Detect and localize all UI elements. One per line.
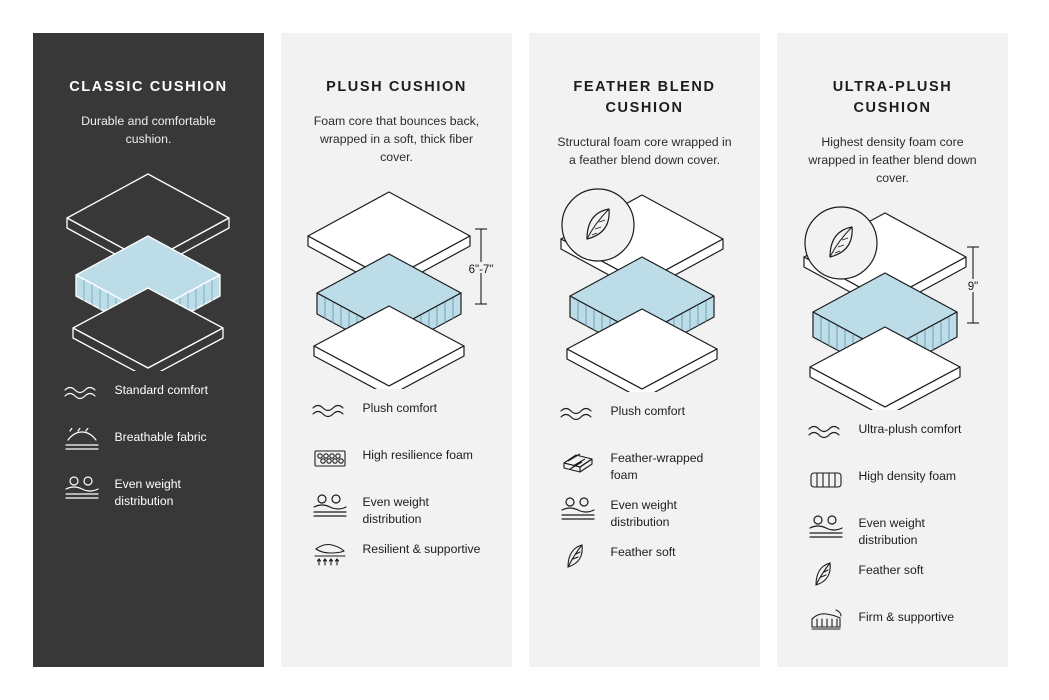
waves-icon	[309, 397, 351, 427]
feature-label: Feather soft	[610, 545, 676, 559]
feature-item	[805, 604, 981, 651]
feature-label: Even weight distribution	[858, 516, 925, 547]
wrapped-foam-icon	[557, 447, 599, 477]
feature-list-classic	[61, 377, 237, 518]
even-weight-icon	[805, 512, 847, 542]
feature-item	[557, 539, 733, 586]
card-plush-cushion[interactable]	[281, 33, 512, 667]
feature-label: Plush comfort	[362, 401, 438, 415]
feature-item	[309, 442, 485, 489]
feature-list-feather-blend	[557, 398, 733, 586]
cushion-diagram-classic	[33, 156, 264, 371]
feature-item	[557, 492, 733, 539]
feature-label: Even weight distribution	[610, 498, 677, 529]
firm-support-icon	[805, 606, 847, 636]
card-title: PLUSH CUSHION	[326, 79, 467, 95]
card-title: ULTRA-PLUSH CUSHION	[832, 79, 953, 116]
honeycomb-foam-icon	[309, 444, 351, 474]
cushion-diagram-ultra-plush	[777, 195, 1008, 410]
even-weight-icon	[309, 491, 351, 521]
even-weight-icon	[61, 473, 103, 503]
feature-label: Ultra-plush comfort	[858, 422, 962, 436]
feather-icon	[557, 541, 599, 571]
feature-item	[309, 489, 485, 536]
feature-item	[61, 424, 237, 471]
feather-icon	[805, 559, 847, 589]
feature-list-plush	[309, 395, 485, 583]
cushion-diagram-feather-blend	[529, 177, 760, 392]
feature-item	[805, 557, 981, 604]
dimension-label: 6"-7"	[468, 264, 494, 277]
feature-label: High density foam	[858, 469, 957, 483]
feature-item	[805, 416, 981, 463]
feature-label: Breathable fabric	[114, 430, 207, 444]
feature-label: Standard comfort	[114, 383, 208, 397]
feature-item	[309, 395, 485, 442]
card-title: CLASSIC CUSHION	[69, 79, 228, 95]
card-classic-cushion[interactable]	[33, 33, 264, 667]
feature-label: Even weight distribution	[114, 477, 181, 508]
card-title: FEATHER BLEND CUSHION	[573, 79, 716, 116]
feature-label: Feather-wrapped foam	[610, 451, 704, 482]
feature-item	[61, 377, 237, 424]
feature-label: High resilience foam	[362, 448, 473, 462]
card-description: Highest density foam core wrapped in feather blend down cover.	[808, 135, 977, 185]
feature-label: Feather soft	[858, 563, 924, 577]
dimension-label: 9"	[967, 281, 979, 294]
waves-icon	[805, 418, 847, 448]
feature-label: Resilient & supportive	[362, 542, 481, 556]
support-hand-icon	[309, 538, 351, 568]
density-foam-icon	[805, 465, 847, 495]
feature-item	[805, 463, 981, 510]
feature-item	[557, 445, 733, 492]
card-description: Foam core that bounces back, wrapped in a soft, thick fiber cover.	[313, 114, 480, 164]
feature-label: Even weight distribution	[362, 495, 429, 526]
feature-label: Firm & supportive	[858, 610, 954, 624]
card-ultra-plush-cushion[interactable]	[777, 33, 1008, 667]
waves-icon	[61, 379, 103, 409]
feature-item	[61, 471, 237, 518]
breathable-fabric-icon	[61, 426, 103, 456]
feature-list-ultra-plush	[805, 416, 981, 651]
feature-label: Plush comfort	[610, 404, 686, 418]
feature-item	[309, 536, 485, 583]
feature-item	[557, 398, 733, 445]
feature-item	[805, 510, 981, 557]
card-description: Structural foam core wrapped in a feather blend down cover.	[557, 135, 732, 167]
even-weight-icon	[557, 494, 599, 524]
card-description: Durable and comfortable cushion.	[81, 114, 216, 146]
card-feather-blend-cushion[interactable]	[529, 33, 760, 667]
waves-icon	[557, 400, 599, 430]
cushion-diagram-plush	[281, 174, 512, 389]
